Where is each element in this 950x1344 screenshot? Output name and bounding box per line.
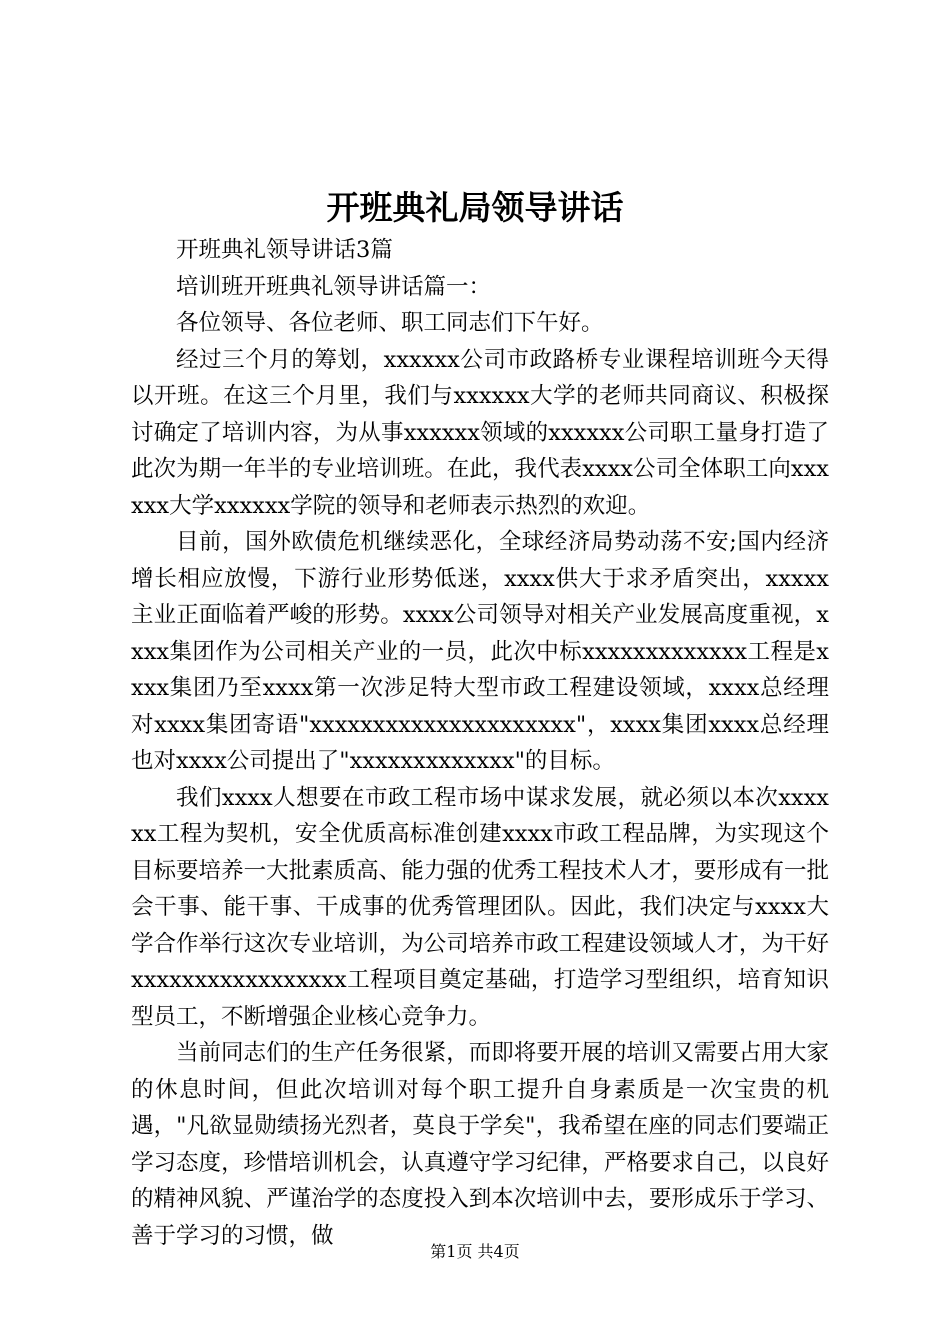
paragraph-subtitle: 开班典礼领导讲话3篇 — [176, 237, 393, 263]
paragraph-greeting: 各位领导、各位老师、职工同志们下午好。 — [176, 310, 604, 336]
paragraph-body: 我们xxxx人想要在市政工程市场中谋求发展，就必须以本次xxxxxx工程为契机，安全优质高标准创建xxxx市政工程品牌，为实现这个目标要培养一大批素质高、能力强的优秀工程技术人才，要形成有一批会干事、能干事、干成事的优秀管理团队。因此，我们决定与xxxx大学合作举行这次专业培训，为公司培养市政工程建设领域人才，为干好xxxxxxxxxxxxxxxxx工程项目奠定基础，打造学习型组织，培育知识型员工，不断增强企业核心竞争力。 — [131, 784, 829, 1030]
document-body — [131, 232, 829, 1254]
paragraph-section-heading: 培训班开班典礼领导讲话篇一： — [176, 273, 492, 300]
paragraph-body: 当前同志们的生产任务很紧，而即将要开展的培训又需要占用大家的休息时间，但此次培训对每个职工提升自身素质是一次宝贵的机遇，"凡欲显勋绩扬光烈者，莫良于学矣"，我希望在座的同志们要端正学习态度，珍惜培训机会，认真遵守学习纪律，严格要求自己，以良好的精神风貌、严谨治学的态度投入到本次培训中去，要形成乐于学习、善于学习的习惯，做 — [131, 1040, 829, 1249]
paragraph-body: 经过三个月的筹划，xxxxxx公司市政路桥专业课程培训班今天得以开班。在这三个月里，我们与xxxxxx大学的老师共同商议、积极探讨确定了培训内容，为从事xxxxxx领域的xxxxxx公司职工量身打造了此次为期一年半的专业培训班。在此，我代表xxxx公司全体职工向xxxxxx大学xxxxxx学院的领导和老师表示热烈的欢迎。 — [131, 346, 829, 519]
page-title: 开班典礼局领导讲话 — [326, 188, 624, 227]
paragraph-body: 目前，国外欧债危机继续恶化，全球经济局势动荡不安;国内经济增长相应放慢，下游行业形势低迷，xxxx供大于求矛盾突出，xxxxx主业正面临着严峻的形势。xxxx公司领导对相关产业发展高度重视，xxxx集团作为公司相关产业的一员，此次中标xxxxxxxxxxxxx工程是xxxx集团乃至xxxx第一次涉足特大型市政工程建设领域，xxxx总经理对xxxx集团寄语"xxxxxxxxxxxxxxxxxxxxx"，xxxx集团xxxx总经理也对xxxx公司提出了"xxxxxxxxxxxxx"的目标。 — [131, 529, 829, 774]
page-number-footer: 第1页 共4页 — [430, 1242, 520, 1261]
